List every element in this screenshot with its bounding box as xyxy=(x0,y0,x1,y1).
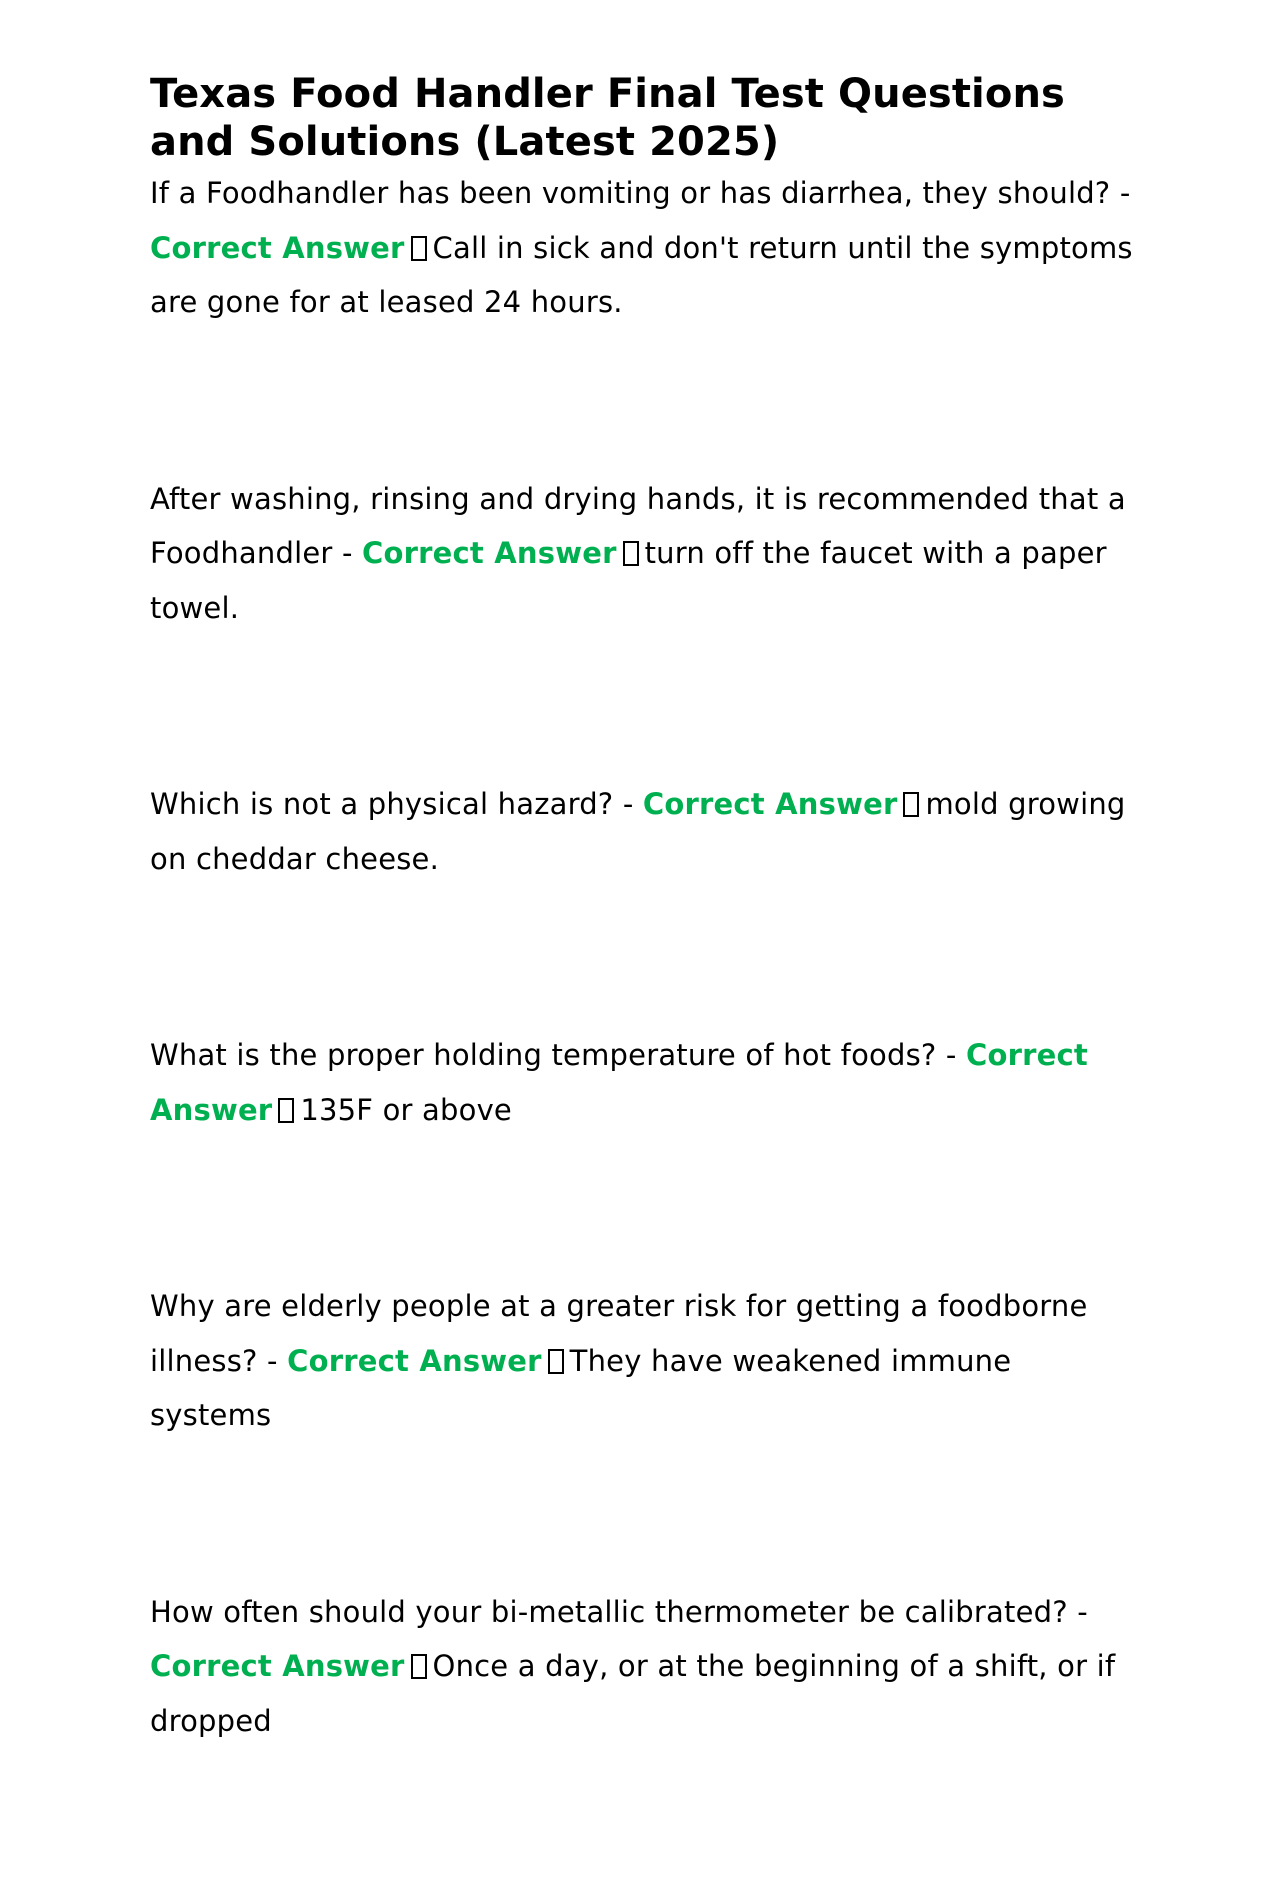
correct-answer-label: Correct Answer xyxy=(287,1343,542,1378)
document-page xyxy=(150,70,1140,1890)
separator: - xyxy=(341,536,353,570)
missing-glyph-box-icon xyxy=(623,541,639,566)
answer-text: Once a day, or at the beginning of a shift, or if dropped xyxy=(150,1649,1116,1738)
missing-glyph-box-icon xyxy=(903,792,919,817)
qa-item xyxy=(150,777,1140,886)
qa-item xyxy=(150,472,1140,636)
qa-item xyxy=(150,166,1140,330)
qa-item xyxy=(150,1585,1140,1749)
qa-list xyxy=(150,166,1140,1748)
separator: - xyxy=(267,1343,278,1378)
separator: - xyxy=(1077,1594,1088,1629)
separator: - xyxy=(622,787,634,821)
question-text: After washing, rinsing and drying hands, it is recommended that a Foodhandler xyxy=(150,481,1126,570)
question-text: How often should your bi-metallic thermometer be calibrated? xyxy=(150,1594,1068,1629)
answer-text: They have weakened immune systems xyxy=(150,1343,1012,1432)
missing-glyph-box-icon xyxy=(411,1654,427,1679)
correct-answer-label: Correct Answer xyxy=(150,230,405,265)
question-text: Why are elderly people at a greater risk for getting a foodborne illness? xyxy=(150,1289,1088,1378)
page-title xyxy=(150,70,1140,166)
question-text: What is the proper holding temperature of hot foods? xyxy=(150,1038,937,1072)
correct-answer-label: Correct Answer xyxy=(362,536,617,570)
question-text: Which is not a physical hazard? xyxy=(150,787,614,821)
answer-text: mold growing on cheddar cheese. xyxy=(150,787,1126,876)
title-line-1: Texas Food Handler Final Test Questions xyxy=(150,71,1065,117)
question-text: If a Foodhandler has been vomiting or has diarrhea, they should? xyxy=(150,176,1111,210)
correct-answer-label: Correct Answer xyxy=(150,1038,1088,1127)
missing-glyph-box-icon xyxy=(278,1098,294,1123)
title-line-2: and Solutions (Latest 2025) xyxy=(150,119,780,165)
missing-glyph-box-icon xyxy=(548,1349,564,1374)
correct-answer-label: Correct Answer xyxy=(150,1649,405,1683)
answer-text: Call in sick and don't return until the symptoms are gone for at leased 24 hours. xyxy=(150,230,1133,319)
correct-answer-label: Correct Answer xyxy=(642,787,898,821)
separator: - xyxy=(945,1038,957,1072)
qa-item xyxy=(150,1028,1140,1137)
missing-glyph-box-icon xyxy=(411,236,427,261)
answer-text: turn off the faucet with a paper towel. xyxy=(150,536,1107,625)
separator: - xyxy=(1119,176,1131,210)
qa-item xyxy=(150,1279,1140,1443)
answer-text: 135F or above xyxy=(300,1092,512,1127)
